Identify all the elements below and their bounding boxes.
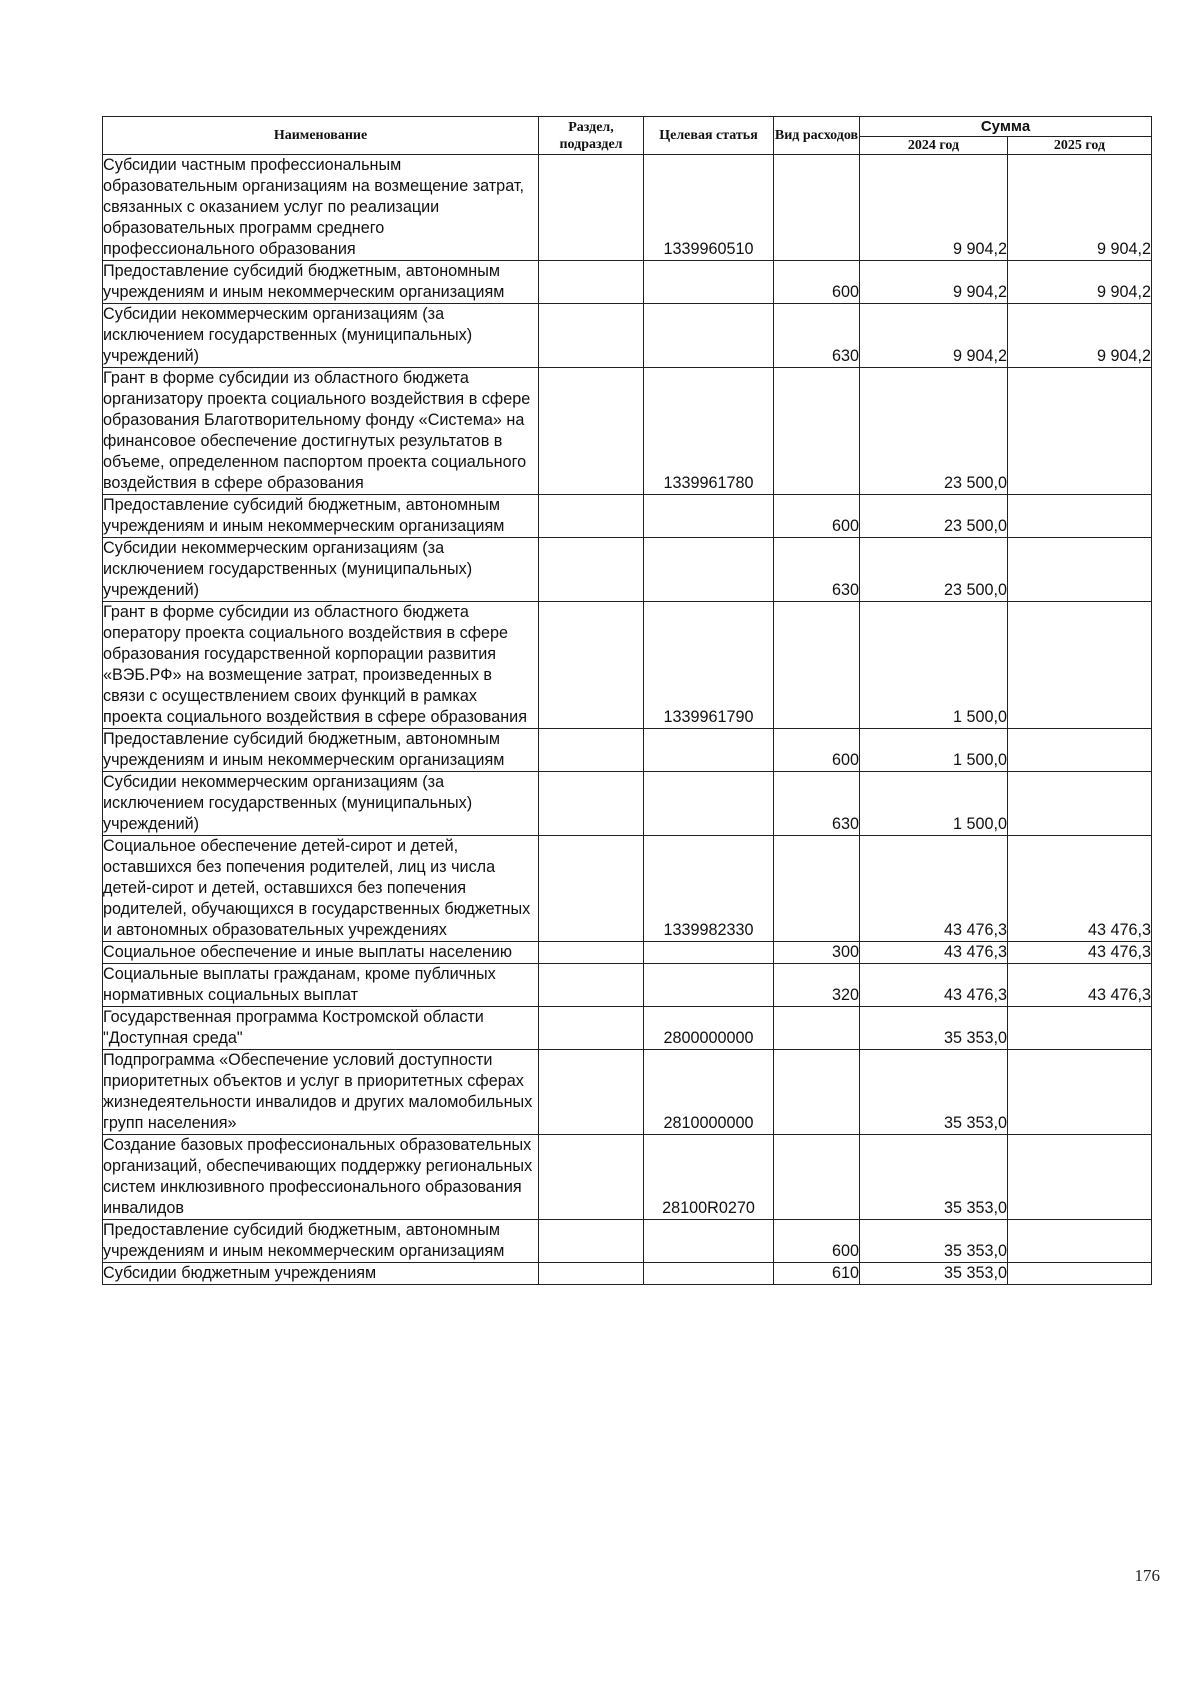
row-target-code xyxy=(644,729,774,772)
row-amount-2024: 1 500,0 xyxy=(860,602,1008,729)
row-name: Социальное обеспечение и иные выплаты населению xyxy=(103,942,539,964)
header-sum: Сумма xyxy=(860,117,1152,137)
row-section xyxy=(539,772,644,836)
row-target-code xyxy=(644,942,774,964)
row-section xyxy=(539,1263,644,1285)
row-name: Субсидии частным профессиональным образовательным организациям на возмещение затрат, связанных с оказанием услуг по реализации образовательных программ среднего профессионального образования xyxy=(103,155,539,261)
row-amount-2024: 9 904,2 xyxy=(860,155,1008,261)
row-name: Субсидии некоммерческим организациям (за исключением государственных (муниципальных) учреждений) xyxy=(103,538,539,602)
row-name: Грант в форме субсидии из областного бюджета организатору проекта социального воздействия в сфере образования Благотворительному фонду «Система» на финансовое обеспечение достигнутых результатов в объеме, определенном паспортом проекта социального воздействия в сфере образования xyxy=(103,368,539,495)
header-section: Раздел, подраздел xyxy=(539,117,644,155)
row-amount-2024: 35 353,0 xyxy=(860,1050,1008,1135)
row-target-code xyxy=(644,538,774,602)
table-row xyxy=(103,942,1152,964)
row-amount-2024: 43 476,3 xyxy=(860,836,1008,942)
row-section xyxy=(539,729,644,772)
row-amount-2024: 35 353,0 xyxy=(860,1135,1008,1220)
row-expense-type xyxy=(774,602,860,729)
row-name: Социальные выплаты гражданам, кроме публичных нормативных социальных выплат xyxy=(103,964,539,1007)
row-amount-2025 xyxy=(1008,1050,1152,1135)
row-expense-type xyxy=(774,1135,860,1220)
table-row xyxy=(103,1220,1152,1263)
row-section xyxy=(539,1007,644,1050)
row-section xyxy=(539,155,644,261)
row-section xyxy=(539,602,644,729)
row-expense-type: 320 xyxy=(774,964,860,1007)
row-section xyxy=(539,836,644,942)
page-number: 176 xyxy=(1134,1566,1160,1585)
row-name: Субсидии бюджетным учреждениям xyxy=(103,1263,539,1285)
row-expense-type: 300 xyxy=(774,942,860,964)
row-amount-2025: 43 476,3 xyxy=(1008,942,1152,964)
table-row xyxy=(103,304,1152,368)
row-name: Государственная программа Костромской области "Доступная среда" xyxy=(103,1007,539,1050)
row-amount-2024: 23 500,0 xyxy=(860,368,1008,495)
row-amount-2025 xyxy=(1008,729,1152,772)
table-row xyxy=(103,495,1152,538)
row-expense-type: 600 xyxy=(774,729,860,772)
row-expense-type: 600 xyxy=(774,495,860,538)
row-amount-2025 xyxy=(1008,602,1152,729)
table-row xyxy=(103,1135,1152,1220)
row-expense-type: 610 xyxy=(774,1263,860,1285)
table-row xyxy=(103,729,1152,772)
row-section xyxy=(539,495,644,538)
row-section xyxy=(539,261,644,304)
row-target-code xyxy=(644,1220,774,1263)
row-target-code: 1339961780 xyxy=(644,368,774,495)
table-row xyxy=(103,155,1152,261)
table-row xyxy=(103,836,1152,942)
row-target-code: 1339960510 xyxy=(644,155,774,261)
header-expense-type: Вид расходов xyxy=(774,117,860,155)
row-section xyxy=(539,368,644,495)
row-amount-2025 xyxy=(1008,368,1152,495)
row-amount-2025: 9 904,2 xyxy=(1008,261,1152,304)
row-target-code xyxy=(644,1263,774,1285)
row-name: Предоставление субсидий бюджетным, автономным учреждениям и иным некоммерческим организациям xyxy=(103,261,539,304)
row-section xyxy=(539,538,644,602)
row-target-code: 28100R0270 xyxy=(644,1135,774,1220)
table-row xyxy=(103,1050,1152,1135)
row-section xyxy=(539,1050,644,1135)
table-row xyxy=(103,538,1152,602)
row-amount-2025: 43 476,3 xyxy=(1008,836,1152,942)
row-name: Подпрограмма «Обеспечение условий доступности приоритетных объектов и услуг в приоритетных сферах жизнедеятельности инвалидов и других маломобильных групп населения» xyxy=(103,1050,539,1135)
row-name: Предоставление субсидий бюджетным, автономным учреждениям и иным некоммерческим организациям xyxy=(103,729,539,772)
row-amount-2025 xyxy=(1008,772,1152,836)
table-row xyxy=(103,261,1152,304)
row-amount-2025: 43 476,3 xyxy=(1008,964,1152,1007)
table-row xyxy=(103,602,1152,729)
row-amount-2025 xyxy=(1008,1007,1152,1050)
row-expense-type xyxy=(774,155,860,261)
row-target-code: 2810000000 xyxy=(644,1050,774,1135)
row-name: Субсидии некоммерческим организациям (за исключением государственных (муниципальных) учреждений) xyxy=(103,772,539,836)
row-expense-type: 630 xyxy=(774,304,860,368)
header-target: Целевая статья xyxy=(644,117,774,155)
row-amount-2024: 1 500,0 xyxy=(860,772,1008,836)
row-amount-2024: 43 476,3 xyxy=(860,964,1008,1007)
row-expense-type: 630 xyxy=(774,538,860,602)
row-expense-type xyxy=(774,836,860,942)
row-amount-2024: 1 500,0 xyxy=(860,729,1008,772)
row-amount-2024: 9 904,2 xyxy=(860,261,1008,304)
row-target-code xyxy=(644,261,774,304)
row-name: Субсидии некоммерческим организациям (за исключением государственных (муниципальных) учреждений) xyxy=(103,304,539,368)
row-name: Создание базовых профессиональных образовательных организаций, обеспечивающих поддержку региональных систем инклюзивного профессионального образования инвалидов xyxy=(103,1135,539,1220)
row-expense-type xyxy=(774,1007,860,1050)
row-amount-2024: 35 353,0 xyxy=(860,1263,1008,1285)
table-row xyxy=(103,368,1152,495)
header-year-2024: 2024 год xyxy=(860,137,1008,155)
row-amount-2025 xyxy=(1008,1135,1152,1220)
row-section xyxy=(539,942,644,964)
row-amount-2025: 9 904,2 xyxy=(1008,155,1152,261)
row-target-code: 1339961790 xyxy=(644,602,774,729)
row-target-code xyxy=(644,304,774,368)
header-name: Наименование xyxy=(103,117,539,155)
row-expense-type xyxy=(774,1050,860,1135)
row-target-code: 1339982330 xyxy=(644,836,774,942)
row-amount-2024: 23 500,0 xyxy=(860,495,1008,538)
row-target-code xyxy=(644,495,774,538)
row-amount-2025 xyxy=(1008,1220,1152,1263)
row-expense-type xyxy=(774,368,860,495)
table-body xyxy=(103,155,1152,1285)
row-target-code xyxy=(644,964,774,1007)
row-target-code: 2800000000 xyxy=(644,1007,774,1050)
row-section xyxy=(539,304,644,368)
row-amount-2024: 35 353,0 xyxy=(860,1007,1008,1050)
row-target-code xyxy=(644,772,774,836)
row-amount-2024: 35 353,0 xyxy=(860,1220,1008,1263)
table-row xyxy=(103,1007,1152,1050)
row-amount-2025 xyxy=(1008,1263,1152,1285)
row-amount-2025 xyxy=(1008,538,1152,602)
header-year-2025: 2025 год xyxy=(1008,137,1152,155)
row-amount-2024: 9 904,2 xyxy=(860,304,1008,368)
row-section xyxy=(539,964,644,1007)
table-row xyxy=(103,1263,1152,1285)
table-row xyxy=(103,772,1152,836)
row-amount-2024: 23 500,0 xyxy=(860,538,1008,602)
row-section xyxy=(539,1135,644,1220)
table-row xyxy=(103,964,1152,1007)
row-name: Предоставление субсидий бюджетным, автономным учреждениям и иным некоммерческим организациям xyxy=(103,1220,539,1263)
row-expense-type: 600 xyxy=(774,1220,860,1263)
row-name: Грант в форме субсидии из областного бюджета оператору проекта социального воздействия в сфере образования государственной корпорации развития «ВЭБ.РФ» на возмещение затрат, произведенных в связи с осуществлением своих функций в рамках проекта социального воздействия в сфере образования xyxy=(103,602,539,729)
row-expense-type: 600 xyxy=(774,261,860,304)
row-name: Социальное обеспечение детей-сирот и детей, оставшихся без попечения родителей, лиц из числа детей-сирот и детей, оставшихся без попечения родителей, обучающихся в государственных бюджетных и автономных образовательных учреждениях xyxy=(103,836,539,942)
row-amount-2025: 9 904,2 xyxy=(1008,304,1152,368)
row-amount-2025 xyxy=(1008,495,1152,538)
row-name: Предоставление субсидий бюджетным, автономным учреждениям и иным некоммерческим организациям xyxy=(103,495,539,538)
budget-table xyxy=(102,116,1152,1285)
row-amount-2024: 43 476,3 xyxy=(860,942,1008,964)
row-section xyxy=(539,1220,644,1263)
row-expense-type: 630 xyxy=(774,772,860,836)
